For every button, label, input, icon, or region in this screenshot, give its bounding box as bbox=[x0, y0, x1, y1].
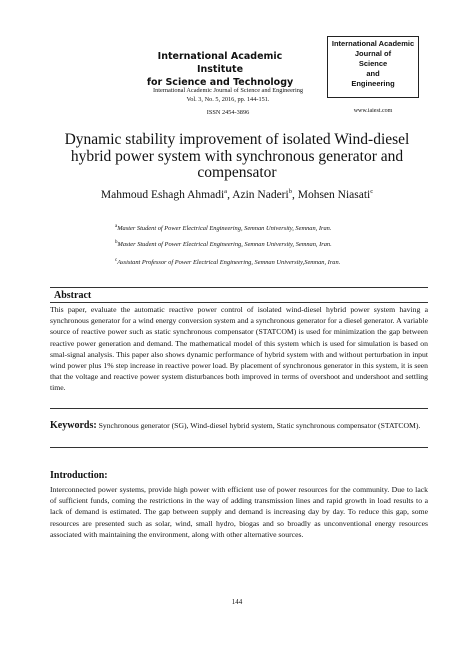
section-divider bbox=[50, 408, 428, 409]
issn: ISSN 2454-3896 bbox=[206, 109, 250, 116]
journal-name-box bbox=[327, 36, 419, 98]
journal-citation bbox=[133, 86, 323, 104]
title-line2: hybrid power system with synchronous generator and bbox=[70, 147, 404, 165]
journal-name-line: Engineering bbox=[351, 79, 395, 88]
journal-name-line: Science bbox=[358, 59, 388, 68]
author-list bbox=[40, 188, 434, 201]
author-superscript: c bbox=[370, 188, 374, 195]
publisher-name-line1: International Academic Institute bbox=[157, 51, 283, 75]
affiliation-text: Assistant Professor of Power Electrical Engineering, Semnan University,Semnan, Iran. bbox=[117, 259, 341, 267]
journal-name-line: International Academic bbox=[331, 39, 415, 48]
section-divider bbox=[50, 302, 428, 303]
introduction-heading: Introduction: bbox=[50, 470, 108, 481]
affiliation bbox=[115, 258, 340, 266]
section-divider bbox=[50, 287, 428, 288]
author-superscript: b bbox=[288, 188, 292, 195]
publisher-name-line2: for Science and Technology bbox=[146, 77, 294, 88]
journal-name-line: Journal of bbox=[354, 49, 392, 58]
author-name: Mohsen Niasati bbox=[297, 188, 371, 201]
title-line3: compensator bbox=[197, 164, 277, 181]
journal-name-line: and bbox=[366, 69, 380, 78]
author-separator: , bbox=[291, 188, 298, 201]
section-divider bbox=[50, 447, 428, 448]
affiliation-superscript: b bbox=[115, 240, 118, 245]
affiliation-text: Master Student of Power Electrical Engineering, Semnan University, Semnan, Iran. bbox=[117, 225, 332, 233]
publisher-name bbox=[140, 50, 300, 89]
citation-line2: Vol. 3, No. 5, 2016, pp. 144-151. bbox=[186, 96, 270, 103]
paper-title bbox=[40, 132, 434, 182]
affiliation bbox=[115, 224, 331, 232]
keywords-label: Keywords: bbox=[50, 420, 97, 431]
introduction-text: Interconnected power systems, provide high power with efficient use of power resources for the community. Due to lack of sufficient funds, coming the restrictions in the way of adding transmission lines and rapid growth in load results to a lack of demand is estimated. The gap between supply and demand is increasing day by day. To reduce this gap, some resources are presented such as solar, wind, small hydro, biogas and so broadly as unconventional energy resources associated with maintaining the environment, along with other alternative sources. bbox=[50, 485, 428, 539]
affiliation-text: Master Student of Power Electrical Engineering, Semnan University, Semnan, Iran. bbox=[117, 241, 332, 249]
keywords bbox=[50, 420, 428, 431]
citation-line1: International Academic Journal of Science and Engineering bbox=[152, 87, 304, 94]
keywords-text: Synchronous generator (SG), Wind-diesel hybrid system, Static synchronous compensator (STATCOM). bbox=[96, 421, 421, 430]
abstract-text: This paper, evaluate the automatic reactive power control of isolated wind-diesel hybrid power system having a synchronous generator for a wind energy conversion system and a synchronous generator for a diesel generator. A variable source of reactive power such as static synchronous compensator (STATCOM) is used for minimization the gap between reactive power generation and demand. The mathematical model of this system which is used for simulation is based on smal-signal analysis. This paper also shows dynamic performance of hybrid system with and without perturbation in input wind power plus 1% step increase in reactive power load. By placement of synchronous generator in this system, it is seen that the voltage and reactive power system disturbances both improved in terms of overshoot and undershoot and settling time. bbox=[50, 305, 428, 393]
author-superscript: a bbox=[224, 188, 228, 195]
abstract-heading: Abstract bbox=[54, 290, 92, 301]
affiliation-superscript: c bbox=[115, 258, 118, 263]
affiliation-superscript: a bbox=[115, 224, 118, 229]
page-number: 144 bbox=[231, 598, 243, 606]
author-separator: , bbox=[227, 188, 233, 201]
author-name: Azin Naderi bbox=[232, 188, 289, 201]
author-name: Mahmoud Eshagh Ahmadi bbox=[100, 188, 225, 201]
affiliation bbox=[115, 240, 332, 248]
title-line1: Dynamic stability improvement of isolated Wind-diesel bbox=[64, 131, 410, 148]
journal-website: www.iaiest.com bbox=[353, 108, 393, 114]
